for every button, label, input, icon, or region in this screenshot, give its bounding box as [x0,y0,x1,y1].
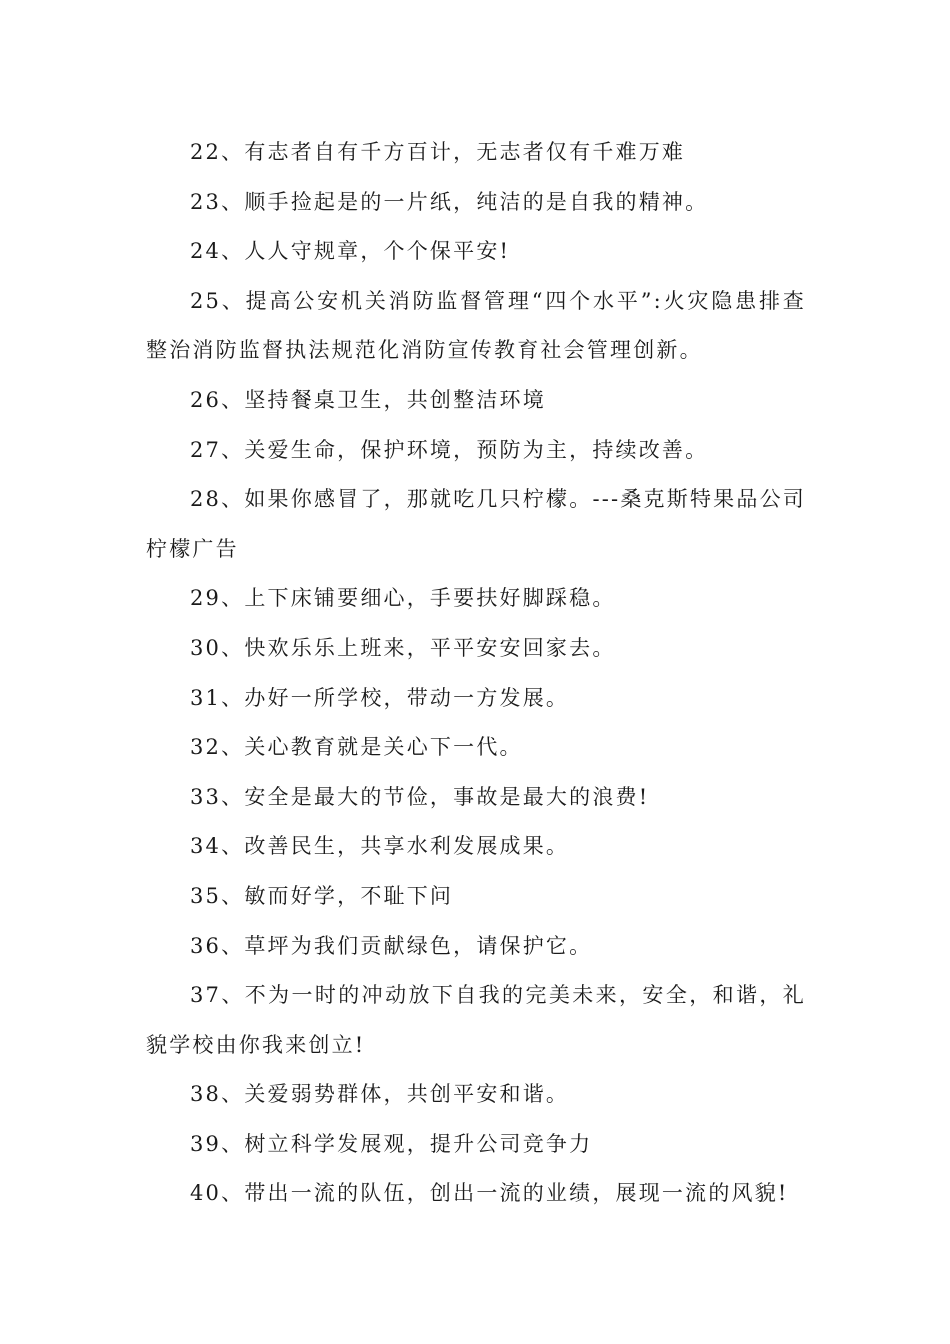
paragraph-25: 25、提高公安机关消防监督管理“四个水平”:火灾隐患排查整治消防监督执法规范化消防宣传教育社会管理创新。 [146,288,806,363]
paragraph-26: 26、坚持餐桌卫生，共创整洁环境 [190,387,546,412]
paragraph-36: 36、草坪为我们贡献绿色，请保护它。 [190,933,593,958]
paragraph-30: 30、快欢乐乐上班来，平平安安回家去。 [190,635,616,660]
paragraph-27: 27、关爱生命，保护环境，预防为主，持续改善。 [190,437,709,462]
paragraph-28: 28、如果你感冒了，那就吃几只柠檬。---桑克斯特果品公司柠檬广告 [146,487,806,561]
paragraph-23: 23、顺手捡起是的一片纸，纯洁的是自我的精神。 [190,189,709,214]
paragraph-35: 35、敏而好学，不耻下问 [190,883,454,908]
paragraph-33: 33、安全是最大的节俭，事故是最大的浪费! [190,784,650,809]
paragraph-37: 37、不为一时的冲动放下自我的完美未来，安全，和谐，礼貌学校由你我来创立! [146,983,806,1057]
paragraph-24: 24、人人守规章，个个保平安! [190,239,511,264]
paragraph-34: 34、改善民生，共享水利发展成果。 [190,834,570,859]
paragraph-22: 22、有志者自有千方百计，无志者仅有千难万难 [190,140,686,164]
document-body [146,128,806,1219]
paragraph-31: 31、办好一所学校，带动一方发展。 [190,685,570,710]
paragraph-32: 32、关心教育就是关心下一代。 [190,735,523,760]
paragraph-39: 39、树立科学发展观，提升公司竞争力 [190,1131,593,1156]
paragraph-29: 29、上下床铺要细心，手要扶好脚踩稳。 [190,586,616,611]
paragraph-38: 38、关爱弱势群体，共创平安和谐。 [190,1082,570,1107]
paragraph-40: 40、带出一流的队伍，创出一流的业绩，展现一流的风貌! [190,1181,789,1206]
